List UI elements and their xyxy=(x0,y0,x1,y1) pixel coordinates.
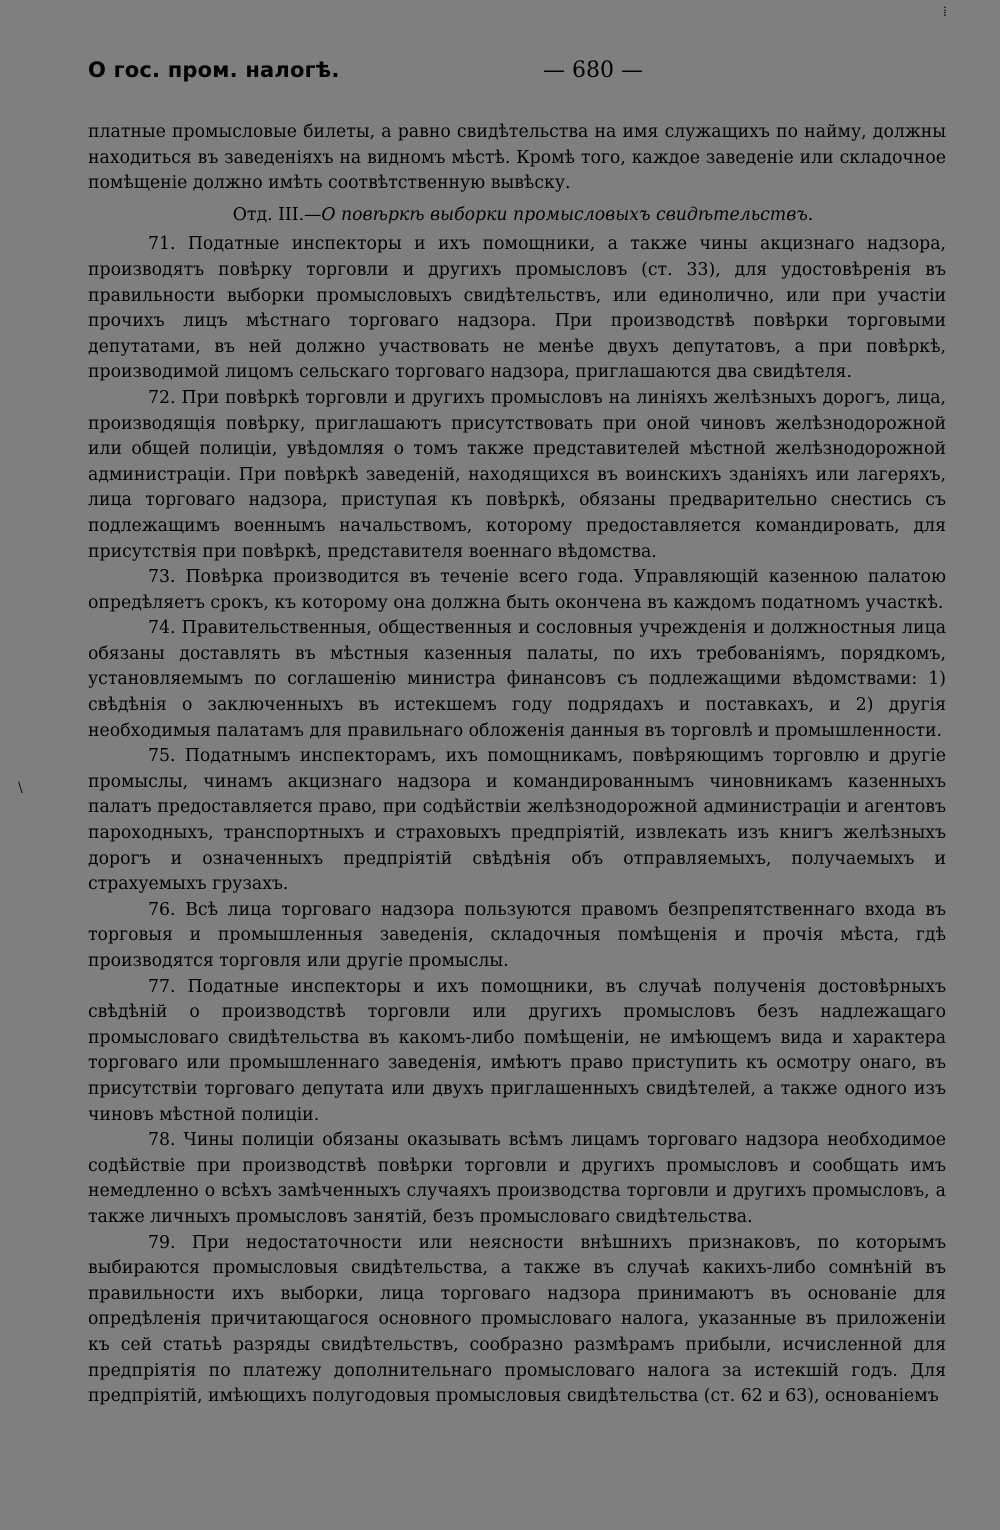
article-76 xyxy=(88,898,946,975)
article-75 xyxy=(88,744,946,898)
article-79 xyxy=(88,1231,946,1410)
article-number: 76. xyxy=(148,899,176,920)
page-header xyxy=(88,58,946,94)
page-number: — 680 — xyxy=(543,58,643,83)
article-73 xyxy=(88,565,946,616)
article-number: 73. xyxy=(148,567,176,588)
article-text: Чины полиціи обязаны оказывать всѣмъ лицамъ торговаго надзора необходимое содѣйствіе при производствѣ повѣрки торговли и другихъ промысловъ и сообщать имъ немедленно о всѣхъ замѣченныхъ случаяхъ производства торговли и другихъ промысловъ, а также личныхъ промысловъ занятій, безъ промысловаго свидѣтельства. xyxy=(88,1130,947,1227)
article-text: При повѣркѣ торговли и другихъ промысловъ на линіяхъ желѣзныхъ дорогъ, лица, производящія повѣрку, приглашаютъ присутствовать при оной чиновъ желѣзнодорожной или общей полиціи, увѣдомляя о томъ также представителей мѣстной желѣзнодорожной администраціи. При повѣркѣ заведеній, находящихся въ воинскихъ зданіяхъ или лагеряхъ, лица торговаго надзора, приступая къ повѣркѣ, обязаны предварительно снестись съ подлежащимъ военнымъ начальствомъ, которому предоставляется командировать, для присутствія при повѣркѣ, представителя военнаго вѣдомства. xyxy=(88,387,946,562)
article-text: Всѣ лица торговаго надзора пользуются правомъ безпрепятственнаго входа въ торговыя и промышленныя заведенія, складочныя помѣщенія и прочія мѣста, гдѣ производятся торговля или другіе промыслы. xyxy=(88,899,946,971)
margin-mark: \ xyxy=(18,780,23,796)
article-number: 71. xyxy=(148,234,176,255)
opening-paragraph: платные промысловые билеты, а равно свидѣтельства на имя служащихъ по найму, должны находиться въ заведеніяхъ на видномъ мѣстѣ. Кромѣ того, каждое заведеніе или складочное помѣщеніе должно имѣть соотвѣтственную вывѣску. xyxy=(88,122,946,194)
article-text: При недостаточности или неясности внѣшнихъ признаковъ, по которымъ выбираются промысловыя свидѣтельства, а также въ случаѣ какихъ-либо сомнѣній въ правильности ихъ выборки, лица торговаго надзора принимаютъ въ основаніе для опредѣленія причитающагося основного промысловаго налога, указанные въ приложеніи къ сей статьѣ разряды свидѣтельствъ, сообразно размѣрамъ прибыли, исчисленной для предпріятія по платежу дополнительнаго промысловаго налога за истекшій годъ. Для предпріятій, имѣющихъ полугодовыя промысловыя свидѣтельства (ст. 62 и 63), основаніемъ xyxy=(88,1232,946,1407)
section-title: О повѣркѣ выборки промысловыхъ свидѣтельствъ. xyxy=(321,204,814,225)
article-text: Повѣрка производится въ теченіе всего года. Управляющій казенною палатою опредѣляетъ срокъ, къ которому она должна быть окончена въ каждомъ податномъ участкѣ. xyxy=(88,567,947,613)
article-text: Податные инспекторы и ихъ помощники, а также чины акцизнаго надзора, производятъ повѣрку торговли и другихъ промысловъ (ст. 33), для удостовѣренія въ правильности выборки промысловыхъ свидѣтельствъ, или единолично, или при участіи прочихъ лицъ мѣстнаго торговаго надзора. При производствѣ повѣрки торговыми депутатами, въ ней должно участвовать не менѣе двухъ депутатовъ, а при повѣркѣ, производимой лицомъ сельскаго торговаго надзора, приглашаются два свидѣтеля. xyxy=(88,234,946,383)
article-74 xyxy=(88,616,946,744)
article-number: 78. xyxy=(148,1130,176,1151)
running-title: О гос. пром. налогѣ. xyxy=(88,58,340,82)
article-text: Податнымъ инспекторамъ, ихъ помощникамъ, повѣряющимъ торговлю и другіе промыслы, чинамъ акцизнаго надзора и командированнымъ чиновникамъ казенныхъ палатъ предоставляется право, при содѣйствіи желѣзнодорожной администраціи и агентовъ пароходныхъ, транспортныхъ и страховыхъ предпріятій, извлекать изъ книгъ желѣзныхъ дорогъ и означенныхъ предпріятій свѣдѣнія объ отправляемыхъ, получаемыхъ и страхуемыхъ грузахъ. xyxy=(88,746,946,895)
article-77 xyxy=(88,975,946,1129)
margin-mark: ⁞ xyxy=(943,4,947,20)
article-text: Податные инспекторы и ихъ помощники, въ случаѣ полученія достовѣрныхъ свѣдѣній о производствѣ торговли или другихъ промысловъ безъ надлежащаго промысловаго свидѣтельства въ какомъ-либо помѣщеніи, не имѣющемъ вида и характера торговаго или промышленнаго заведенія, имѣютъ право приступить къ осмотру онаго, въ присутствіи торговаго депутата или двухъ приглашенныхъ свидѣтелей, а также одного изъ чиновъ мѣстной полиціи. xyxy=(88,976,946,1125)
section-label: Отд. III.— xyxy=(232,204,322,225)
article-number: 77. xyxy=(148,976,176,997)
article-78 xyxy=(88,1128,946,1230)
section-heading xyxy=(88,203,946,229)
page-body xyxy=(88,120,946,1410)
article-number: 75. xyxy=(148,746,176,767)
article-number: 79. xyxy=(148,1232,176,1253)
article-number: 72. xyxy=(148,387,176,408)
article-71 xyxy=(88,232,946,386)
article-text: Правительственныя, общественныя и сословныя учрежденія и должностныя лица обязаны доставлять въ мѣстныя казенныя палаты, по ихъ требованіямъ, порядкомъ, установляемымъ по соглашенію министра финансовъ съ подлежащими вѣдомствами: 1) свѣдѣнія о заключенныхъ въ истекшемъ году подрядахъ и поставкахъ, и 2) другія необходимыя палатамъ для правильнаго обложенія данныя въ торговлѣ и промышленности. xyxy=(88,618,946,741)
article-72 xyxy=(88,386,946,565)
article-number: 74. xyxy=(148,618,176,639)
